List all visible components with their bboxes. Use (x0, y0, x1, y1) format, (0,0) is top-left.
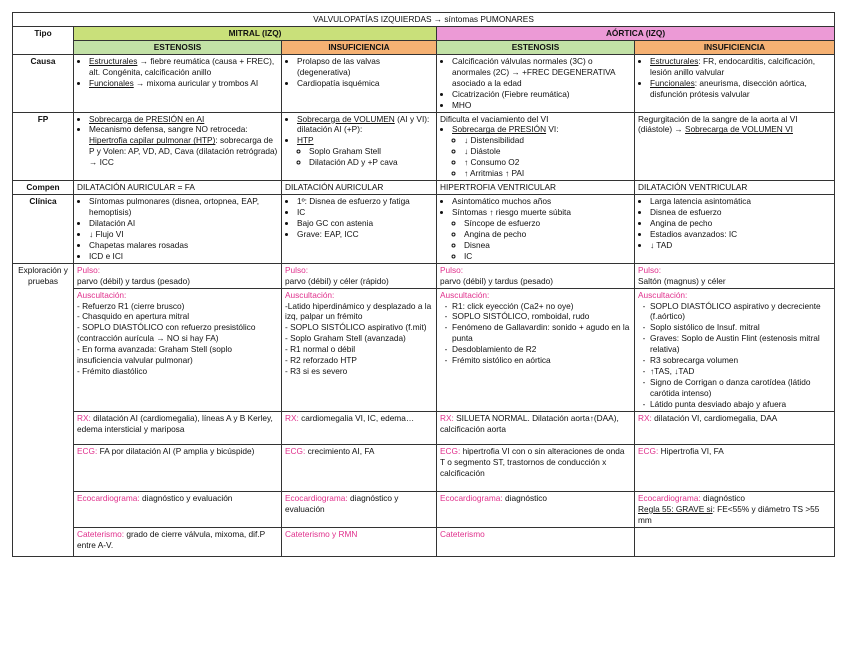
list-item: • Mecanismo defensa, sangre NO retroceda: Hipertrofia capilar pulmonar (HTP): sobrecarga de P y Volen: AP, VD, AD, Cava (dilatación retrógrada) → ICC (89, 124, 278, 168)
list-item: • Sobrecarga de VOLUMEN (AI y VI): dilatación AI (+P): (297, 114, 433, 136)
list-item: - R1: click eyección (Ca2+ no oye) (452, 301, 631, 312)
list-item: • ICD e ICI (89, 251, 278, 262)
list-item: • Funcionales: aneurisma, disección aórtica, disfunción prótesis valvular (650, 78, 831, 100)
list-item: • Prolapso de las valvas (degenerativa) (297, 56, 433, 78)
cell-cat-aortica-estenosis: Cateterismo (437, 527, 635, 556)
list-item: - SOPLO DIASTÓLICO aspirativo y decreciente (f.aórtico) (650, 301, 831, 323)
list-item: - ↑TAS, ↓TAD (650, 366, 831, 377)
cell-causa-mitral-estenosis (74, 54, 282, 112)
cell-cat-mitral-estenosis: Cateterismo: grado de cierre válvula, mixoma, dif.P entre A-V. (74, 527, 282, 556)
row-label-fp: FP (13, 112, 74, 181)
list-item: ◦ Disnea (464, 240, 631, 251)
list-item: ◦ Soplo Graham Stell (309, 146, 433, 157)
header-tipo: Tipo (13, 26, 74, 54)
cell-compen-aortica-insuficiencia: DILATACIÓN VENTRICULAR (635, 181, 835, 195)
row-ecg (13, 444, 835, 491)
list-item: • Chapetas malares rosadas (89, 240, 278, 251)
cell-fp-mitral-insuficiencia (282, 112, 437, 181)
cell-ausc-aortica-insuficiencia: Auscultación: - SOPLO DIASTÓLICO aspirativo y decreciente (f.aórtico) - Soplo sistólico de Insuf. mitral - Graves: Soplo de Austin Flint (estenosis mitral relativa) - R3 sobrecarga volumen - ↑TAS, ↓TAD - Signo de Corrigan o danza carotídea (látido carótida intenso) - Látido punta desviado abajo y afuera (635, 288, 835, 411)
cell-ausc-mitral-insuficiencia: Auscultación: -Latido hiperdinámico y desplazado a la izq, palpar un frémito - SOPLO SISTÓLICO aspirativo (f.mit) - Soplo Graham Stell (avanzada) - R1 normal o débil - R2 reforzado HTP - R3 si es severo (282, 288, 437, 411)
list-item: • IC (297, 207, 433, 218)
header-aortica-insuficiencia: INSUFICIENCIA (635, 40, 835, 54)
list-item: ◦ Angina de pecho (464, 229, 631, 240)
list-item: • ↓ TAD (650, 240, 831, 251)
row-label-exploracion: Exploración y pruebas (13, 263, 74, 556)
row-pulso (13, 263, 835, 288)
cell-eco-aortica-insuficiencia: Ecocardiograma: diagnóstico Regla 55: GRAVE si: FE<55% y diámetro TS >55 mm (635, 491, 835, 527)
list-item: ◦ IC (464, 251, 631, 262)
list-item: • HTP ◦ Soplo Graham Stell ◦ Dilatación AD y +P cava (297, 135, 433, 168)
list-item: ◦ ↑ Consumo O2 (464, 157, 631, 168)
list-item: • Estructurales: FR, endocarditis, calcificación, lesión anillo valvular (650, 56, 831, 78)
list-item: - Fenómeno de Gallavardin: sonido + agudo en la punta (452, 322, 631, 344)
list-item: • MHO (452, 100, 631, 111)
title-row (13, 13, 835, 27)
cell-fp-aortica-insuficiencia: Regurgitación de la sangre de la aorta al VI (diástole) → Sobrecarga de VOLUMEN VI (635, 112, 835, 181)
list-item: ◦ Dilatación AD y +P cava (309, 157, 433, 168)
cell-eco-aortica-estenosis: Ecocardiograma: diagnóstico (437, 491, 635, 527)
cell-rx-aortica-estenosis: RX: SILUETA NORMAL. Dilatación aorta↑(DAA), calcificación aorta (437, 411, 635, 444)
cell-compen-mitral-estenosis: DILATACIÓN AURICULAR = FA (74, 181, 282, 195)
fp-aortica-estenosis-intro: Dificulta el vaciamiento del VI (440, 113, 549, 124)
list-item: • Larga latencia asintomática (650, 196, 831, 207)
row-eco (13, 491, 835, 527)
cell-rx-mitral-estenosis: RX: dilatación AI (cardiomegalia), líneas A y B Kerley, edema intersticial y mariposa (74, 411, 282, 444)
list-item: ◦ ↑ Arritmias ↑ PAI (464, 168, 631, 179)
cell-fp-mitral-estenosis (74, 112, 282, 181)
cell-pulso-aortica-estenosis: Pulso: parvo (débil) y tardus (pesado) (437, 263, 635, 288)
list-item: • Cicatrización (Fiebre reumática) (452, 89, 631, 100)
cell-ausc-mitral-estenosis: Auscultación: - Refuerzo R1 (cierre brusco) - Chasquido en apertura mitral - SOPLO DIASTÓLICO con refuerzo presistólico (contracción aurícula → NO si hay FA) - En forma avanzada: Graham Stell (soplo insuficiencia valvular pulmonar) - Frémito diastólico (74, 288, 282, 411)
cell-clinica-aortica-insuficiencia (635, 195, 835, 264)
row-compen (13, 181, 835, 195)
list-item: • Síntomas ↑ riesgo muerte súbita ◦ Síncope de esfuerzo ◦ Angina de pecho ◦ Disnea ◦ IC (452, 207, 631, 262)
list-item: ◦ ↓ Distensibilidad (464, 135, 631, 146)
header-aortica-estenosis: ESTENOSIS (437, 40, 635, 54)
cell-ecg-mitral-estenosis: ECG: FA por dilatación AI (P amplia y bicúspide) (74, 444, 282, 491)
cell-pulso-mitral-insuficiencia: Pulso: parvo (débil) y céler (rápido) (282, 263, 437, 288)
cell-compen-mitral-insuficiencia: DILATACIÓN AURICULAR (282, 181, 437, 195)
row-fp (13, 112, 835, 181)
row-auscultacion (13, 288, 835, 411)
row-rx (13, 411, 835, 444)
cell-ecg-aortica-estenosis: ECG: hipertrofia VI con o sin alteraciones de onda T o segmento ST, trastornos de conducción x calcificación (437, 444, 635, 491)
cell-fp-aortica-estenosis (437, 112, 635, 181)
cell-cat-mitral-insuficiencia: Cateterismo y RMN (282, 527, 437, 556)
cell-causa-mitral-insuficiencia (282, 54, 437, 112)
list-item: - Soplo sistólico de Insuf. mitral (650, 322, 831, 333)
header-mitral-insuficiencia: INSUFICIENCIA (282, 40, 437, 54)
header-mitral: MITRAL (IZQ) (74, 26, 437, 40)
list-item: - Frémito sistólico en aórtica (452, 355, 631, 366)
header-mitral-estenosis: ESTENOSIS (74, 40, 282, 54)
header-row (13, 26, 835, 40)
list-item: • Angina de pecho (650, 218, 831, 229)
list-item: • Disnea de esfuerzo (650, 207, 831, 218)
list-item: • ↓ Flujo VI (89, 229, 278, 240)
cell-causa-aortica-estenosis (437, 54, 635, 112)
list-item: ◦ Síncope de esfuerzo (464, 218, 631, 229)
cell-ecg-aortica-insuficiencia: ECG: Hipertrofia VI, FA (635, 444, 835, 491)
row-causa (13, 54, 835, 112)
list-item: • Estructurales → fiebre reumática (causa + FREC), alt. Congénita, calcificación anillo (89, 56, 278, 78)
subheader-row (13, 40, 835, 54)
cell-rx-mitral-insuficiencia: RX: cardiomegalia VI, IC, edema… (282, 411, 437, 444)
list-item: • Síntomas pulmonares (disnea, ortopnea, EAP, hemoptisis) (89, 196, 278, 218)
valvulopatias-table-container (12, 12, 834, 557)
list-item: • Sobrecarga de PRESIÓN en AI (89, 114, 278, 125)
cell-rx-aortica-insuficiencia: RX: dilatación VI, cardiomegalia, DAA (635, 411, 835, 444)
list-item: - Signo de Corrigan o danza carotídea (látido carótida intenso) (650, 377, 831, 399)
cell-cat-aortica-insuficiencia (635, 527, 835, 556)
valvulopatias-table (12, 12, 835, 557)
list-item: - R3 sobrecarga volumen (650, 355, 831, 366)
list-item: - Látido punta desviado abajo y afuera (650, 399, 831, 410)
list-item: • Grave: EAP, ICC (297, 229, 433, 240)
list-item: - Graves: Soplo de Austin Flint (estenosis mitral relativa) (650, 333, 831, 355)
cell-clinica-mitral-insuficiencia (282, 195, 437, 264)
list-item: • Bajo GC con astenia (297, 218, 433, 229)
cell-compen-aortica-estenosis: HIPERTROFIA VENTRICULAR (437, 181, 635, 195)
cell-clinica-aortica-estenosis (437, 195, 635, 264)
list-item: ◦ ↓ Diástole (464, 146, 631, 157)
cell-clinica-mitral-estenosis (74, 195, 282, 264)
row-cateterismo (13, 527, 835, 556)
row-label-causa: Causa (13, 54, 74, 112)
list-item: • Funcionales → mixoma auricular y trombos AI (89, 78, 278, 89)
row-label-compen: Compen (13, 181, 74, 195)
list-item: - Desdoblamiento de R2 (452, 344, 631, 355)
row-clinica (13, 195, 835, 264)
list-item: • 1º: Disnea de esfuerzo y fatiga (297, 196, 433, 207)
table-title: VALVULOPATÍAS IZQUIERDAS → síntomas PUMONARES (13, 13, 835, 27)
header-aortica: AÓRTICA (IZQ) (437, 26, 835, 40)
cell-eco-mitral-estenosis: Ecocardiograma: diagnóstico y evaluación (74, 491, 282, 527)
row-label-clinica: Clínica (13, 195, 74, 264)
list-item: - SOPLO SISTÓLICO, romboidal, rudo (452, 311, 631, 322)
list-item: • Estadios avanzados: IC (650, 229, 831, 240)
cell-pulso-aortica-insuficiencia: Pulso: Saltón (magnus) y céler (635, 263, 835, 288)
list-item: • Calcificación válvulas normales (3C) o anormales (2C) → +FREC DEGENERATIVA asociado a la edad (452, 56, 631, 89)
list-item: • Asintomático muchos años (452, 196, 631, 207)
list-item: • Dilatación AI (89, 218, 278, 229)
cell-pulso-mitral-estenosis: Pulso: parvo (débil) y tardus (pesado) (74, 263, 282, 288)
list-item: • Sobrecarga de PRESIÓN VI: ◦ ↓ Distensibilidad ◦ ↓ Diástole ◦ ↑ Consumo O2 ◦ ↑ Arritmias ↑ PAI (452, 124, 631, 179)
cell-eco-mitral-insuficiencia: Ecocardiograma: diagnóstico y evaluación (282, 491, 437, 527)
cell-causa-aortica-insuficiencia (635, 54, 835, 112)
list-item: • Cardiopatía isquémica (297, 78, 433, 89)
cell-ecg-mitral-insuficiencia: ECG: crecimiento AI, FA (282, 444, 437, 491)
cell-ausc-aortica-estenosis: Auscultación: - R1: click eyección (Ca2+ no oye) - SOPLO SISTÓLICO, romboidal, rudo - Fenómeno de Gallavardin: sonido + agudo en la punta - Desdoblamiento de R2 - Frémito sistólico en aórtica (437, 288, 635, 411)
